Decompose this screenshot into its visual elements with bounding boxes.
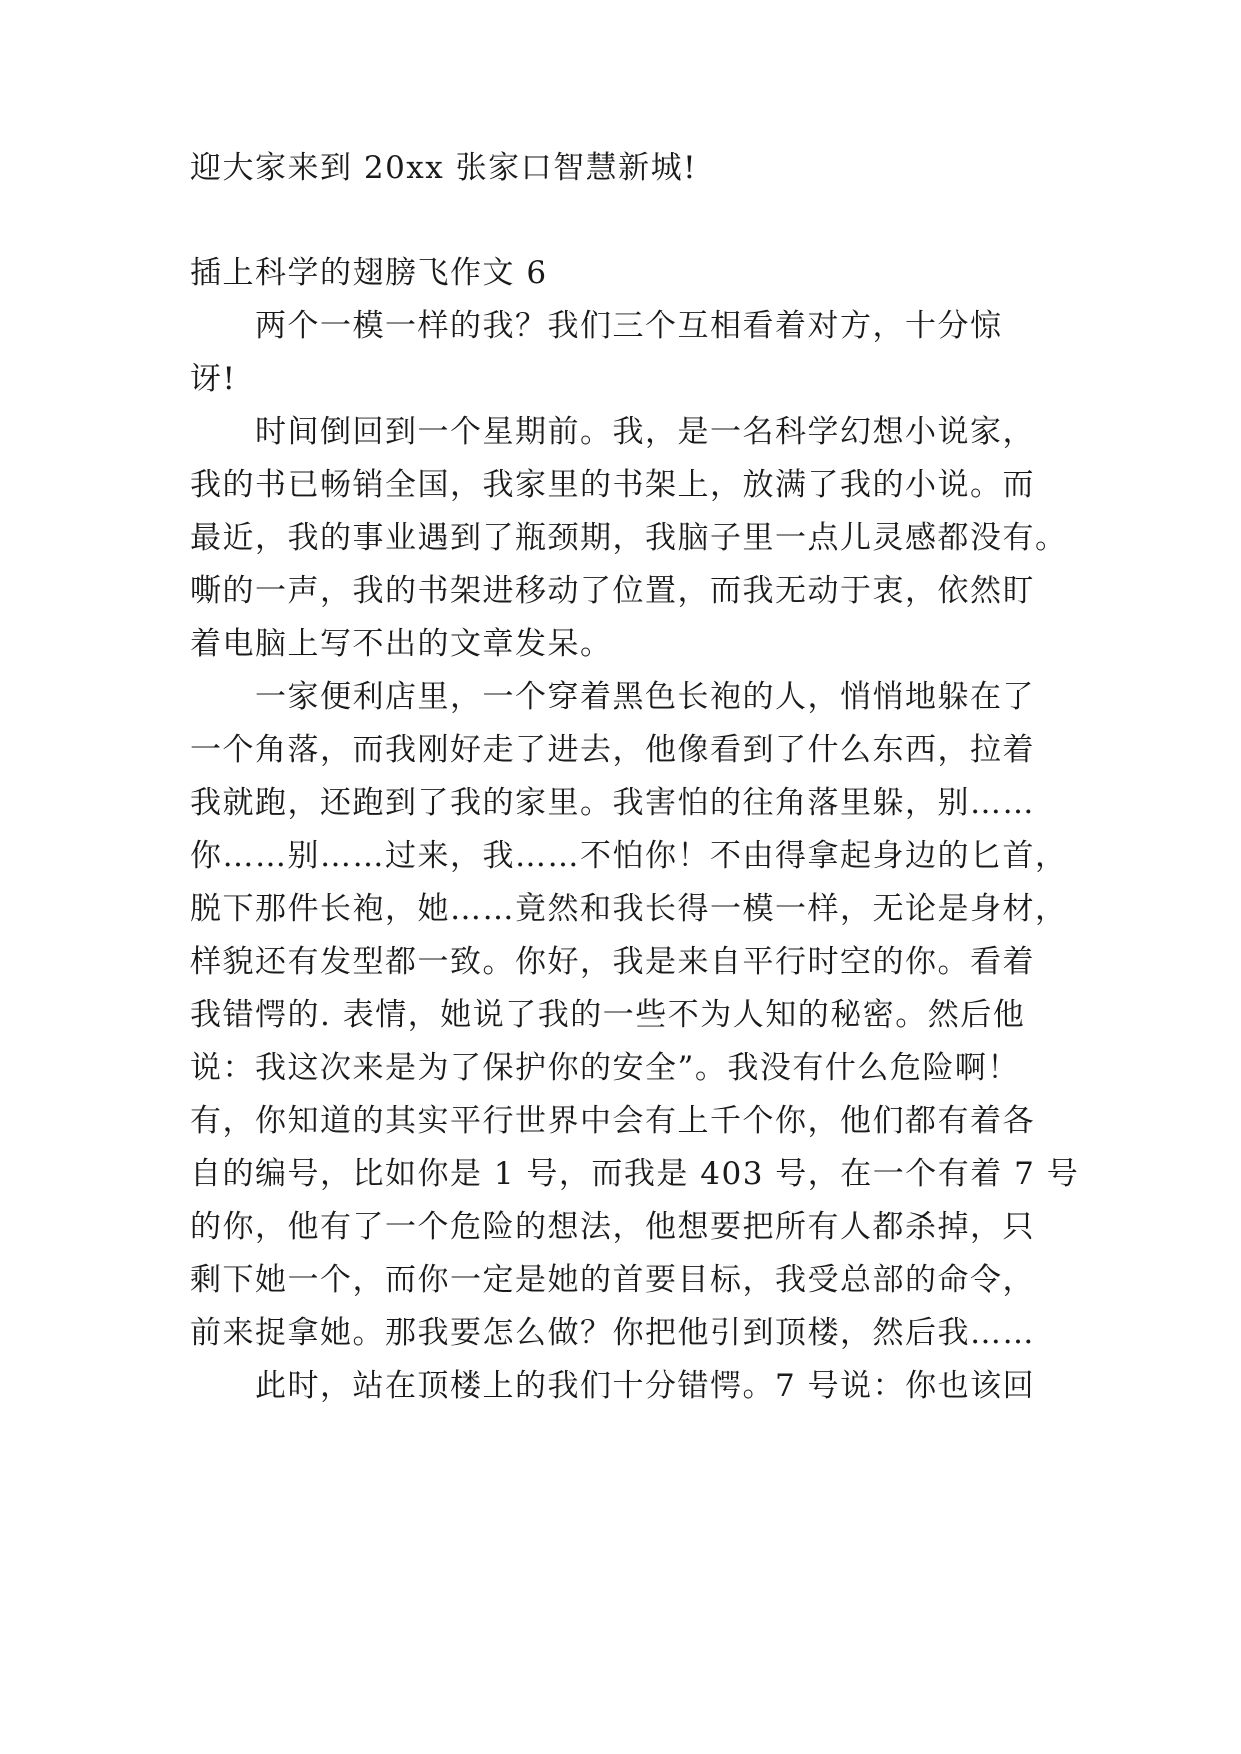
paragraph-line: 一个角落，而我刚好走了进去，他像看到了什么东西，拉着 bbox=[190, 732, 1035, 768]
intro-line: 迎大家来到 20xx 张家口智慧新城! bbox=[190, 150, 698, 186]
paragraph-line: 前来捉拿她。那我要怎么做？你把他引到顶楼，然后我…… bbox=[190, 1315, 1035, 1351]
paragraph-line: 最近，我的事业遇到了瓶颈期，我脑子里一点儿灵感都没有。 bbox=[190, 520, 1068, 556]
essay-title: 插上科学的翅膀飞作文 6 bbox=[190, 255, 548, 291]
paragraph-line: 你……别……过来，我……不怕你！不由得拿起身边的匕首， bbox=[190, 838, 1068, 874]
paragraph-line: 此时，站在顶楼上的我们十分错愕。7 号说：你也该回 bbox=[255, 1368, 1036, 1404]
paragraph-line: 脱下那件长袍，她……竟然和我长得一模一样，无论是身材， bbox=[190, 891, 1068, 927]
paragraph-line: 剩下她一个，而你一定是她的首要目标，我受总部的命令， bbox=[190, 1262, 1035, 1298]
paragraph-line: 有，你知道的其实平行世界中会有上千个你，他们都有着各 bbox=[190, 1103, 1035, 1139]
paragraph-line: 的你，他有了一个危险的想法，他想要把所有人都杀掉，只 bbox=[190, 1209, 1035, 1245]
paragraph-line: 我就跑，还跑到了我的家里。我害怕的往角落里躲，别…… bbox=[190, 785, 1035, 821]
paragraph-line: 我错愕的. 表情，她说了我的一些不为人知的秘密。然后他 bbox=[190, 997, 1026, 1033]
paragraph-line: 时间倒回到一个星期前。我，是一名科学幻想小说家， bbox=[255, 414, 1035, 450]
paragraph-line: 着电脑上写不出的文章发呆。 bbox=[190, 626, 613, 662]
paragraph-line: 我的书已畅销全国，我家里的书架上，放满了我的小说。而 bbox=[190, 467, 1035, 503]
paragraph-line: 两个一模一样的我？我们三个互相看着对方，十分惊 bbox=[255, 308, 1003, 344]
paragraph-line: 一家便利店里，一个穿着黑色长袍的人，悄悄地躲在了 bbox=[255, 679, 1035, 715]
paragraph-line: 讶! bbox=[190, 361, 237, 397]
paragraph-line: 说：我这次来是为了保护你的安全”。我没有什么危险啊！ bbox=[190, 1050, 1020, 1086]
paragraph-line: 自的编号，比如你是 1 号，而我是 403 号，在一个有着 7 号 bbox=[190, 1156, 1080, 1192]
paragraph-line: 嘶的一声，我的书架进移动了位置，而我无动于衷，依然盯 bbox=[190, 573, 1035, 609]
paragraph-line: 样貌还有发型都一致。你好，我是来自平行时空的你。看着 bbox=[190, 944, 1035, 980]
